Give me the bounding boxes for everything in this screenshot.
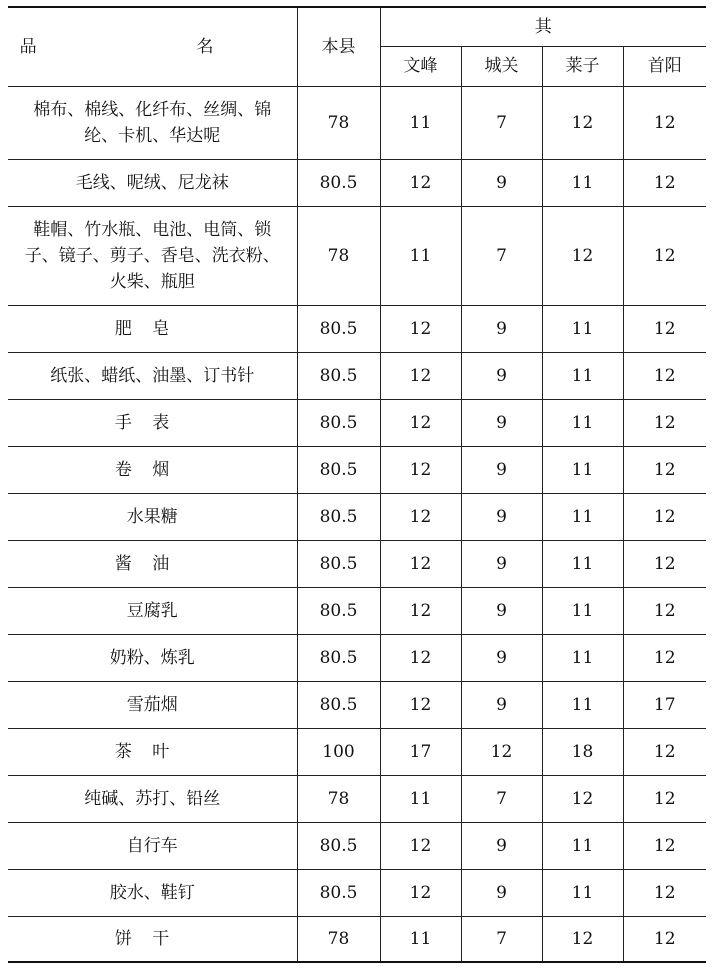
- header-chengguan: 城关: [461, 46, 542, 86]
- cell-value: 11: [542, 352, 623, 399]
- item-name: 纸张、蜡纸、油墨、订书针: [8, 352, 297, 399]
- county-value: 80.5: [297, 540, 380, 587]
- header-laizi: 莱子: [542, 46, 623, 86]
- table-row: [8, 634, 706, 681]
- item-name: 雪茄烟: [8, 681, 297, 728]
- county-value: 100: [297, 728, 380, 775]
- county-value: 80.5: [297, 399, 380, 446]
- cell-value: 12: [461, 728, 542, 775]
- county-value: 80.5: [297, 159, 380, 206]
- cell-value: 11: [542, 587, 623, 634]
- table-row: [8, 822, 706, 869]
- table-row: [8, 399, 706, 446]
- cell-value: 12: [623, 206, 706, 305]
- item-name: 鞋帽、竹水瓶、电池、电筒、锁子、镜子、剪子、香皂、洗衣粉、火柴、瓶胆: [8, 206, 297, 305]
- table-row: [8, 728, 706, 775]
- cell-value: 12: [542, 206, 623, 305]
- cell-value: 12: [623, 446, 706, 493]
- county-value: 78: [297, 775, 380, 822]
- item-name: 手表: [8, 399, 297, 446]
- county-value: 80.5: [297, 681, 380, 728]
- cell-value: 12: [623, 775, 706, 822]
- cell-value: 11: [542, 822, 623, 869]
- cell-value: 12: [380, 446, 461, 493]
- item-name: 毛线、呢绒、尼龙袜: [8, 159, 297, 206]
- cell-value: 12: [380, 399, 461, 446]
- table-row: [8, 775, 706, 822]
- county-value: 78: [297, 206, 380, 305]
- table-row: [8, 869, 706, 916]
- cell-value: 11: [542, 305, 623, 352]
- cell-value: 7: [461, 86, 542, 159]
- item-name: 自行车: [8, 822, 297, 869]
- cell-value: 12: [623, 493, 706, 540]
- cell-value: 17: [380, 728, 461, 775]
- cell-value: 12: [380, 634, 461, 681]
- cell-value: 12: [542, 775, 623, 822]
- table-row: [8, 446, 706, 493]
- header-group: 其: [380, 7, 706, 46]
- cell-value: 12: [623, 822, 706, 869]
- county-value: 80.5: [297, 305, 380, 352]
- cell-value: 11: [542, 869, 623, 916]
- cell-value: 12: [380, 587, 461, 634]
- item-name: 水果糖: [8, 493, 297, 540]
- header-county: 本县: [297, 7, 380, 86]
- cell-value: 11: [380, 206, 461, 305]
- table-row: [8, 206, 706, 305]
- cell-value: 7: [461, 206, 542, 305]
- cell-value: 12: [380, 869, 461, 916]
- cell-value: 12: [380, 352, 461, 399]
- cell-value: 9: [461, 305, 542, 352]
- table-row: [8, 352, 706, 399]
- cell-value: 9: [461, 587, 542, 634]
- cell-value: 11: [542, 540, 623, 587]
- table-row: [8, 493, 706, 540]
- cell-value: 12: [380, 159, 461, 206]
- cell-value: 9: [461, 822, 542, 869]
- cell-value: 9: [461, 159, 542, 206]
- item-name: 茶叶: [8, 728, 297, 775]
- cell-value: 12: [380, 681, 461, 728]
- table-row: [8, 305, 706, 352]
- cell-value: 9: [461, 634, 542, 681]
- cell-value: 12: [623, 728, 706, 775]
- cell-value: 12: [623, 869, 706, 916]
- cell-value: 12: [542, 916, 623, 962]
- cell-value: 12: [380, 822, 461, 869]
- county-value: 80.5: [297, 446, 380, 493]
- table-row: [8, 159, 706, 206]
- allocation-table: [8, 6, 706, 963]
- cell-value: 18: [542, 728, 623, 775]
- cell-value: 9: [461, 869, 542, 916]
- cell-value: 9: [461, 352, 542, 399]
- cell-value: 12: [623, 159, 706, 206]
- cell-value: 11: [542, 634, 623, 681]
- cell-value: 17: [623, 681, 706, 728]
- cell-value: 12: [380, 305, 461, 352]
- item-name: 卷烟: [8, 446, 297, 493]
- table-row: [8, 86, 706, 159]
- item-name: 棉布、棉线、化纤布、丝绸、锦纶、卡机、华达呢: [8, 86, 297, 159]
- cell-value: 11: [380, 775, 461, 822]
- cell-value: 7: [461, 775, 542, 822]
- cell-value: 12: [380, 493, 461, 540]
- cell-value: 12: [623, 587, 706, 634]
- item-name: 饼干: [8, 916, 297, 962]
- county-value: 78: [297, 916, 380, 962]
- cell-value: 11: [542, 493, 623, 540]
- cell-value: 11: [542, 446, 623, 493]
- cell-value: 12: [623, 540, 706, 587]
- item-name: 奶粉、炼乳: [8, 634, 297, 681]
- item-name: 肥皂: [8, 305, 297, 352]
- cell-value: 9: [461, 399, 542, 446]
- cell-value: 9: [461, 681, 542, 728]
- county-value: 80.5: [297, 634, 380, 681]
- item-name: 酱油: [8, 540, 297, 587]
- cell-value: 12: [623, 352, 706, 399]
- cell-value: 9: [461, 446, 542, 493]
- county-value: 80.5: [297, 493, 380, 540]
- cell-value: 9: [461, 540, 542, 587]
- cell-value: 12: [623, 399, 706, 446]
- cell-value: 11: [380, 86, 461, 159]
- cell-value: 12: [623, 916, 706, 962]
- item-name: 纯碱、苏打、铅丝: [8, 775, 297, 822]
- cell-value: 12: [623, 86, 706, 159]
- cell-value: 12: [623, 305, 706, 352]
- cell-value: 11: [542, 399, 623, 446]
- county-value: 80.5: [297, 587, 380, 634]
- county-value: 80.5: [297, 869, 380, 916]
- cell-value: 12: [623, 634, 706, 681]
- item-name: 胶水、鞋钉: [8, 869, 297, 916]
- county-value: 80.5: [297, 822, 380, 869]
- header-name: 品 名: [8, 7, 297, 86]
- table-row: [8, 587, 706, 634]
- cell-value: 7: [461, 916, 542, 962]
- cell-value: 11: [542, 159, 623, 206]
- cell-value: 11: [542, 681, 623, 728]
- table-row: [8, 540, 706, 587]
- cell-value: 11: [380, 916, 461, 962]
- cell-value: 12: [380, 540, 461, 587]
- table-row: [8, 681, 706, 728]
- cell-value: 9: [461, 493, 542, 540]
- county-value: 80.5: [297, 352, 380, 399]
- table-row: [8, 916, 706, 962]
- county-value: 78: [297, 86, 380, 159]
- cell-value: 12: [542, 86, 623, 159]
- header-wenfeng: 文峰: [380, 46, 461, 86]
- item-name: 豆腐乳: [8, 587, 297, 634]
- header-shouyang: 首阳: [623, 46, 706, 86]
